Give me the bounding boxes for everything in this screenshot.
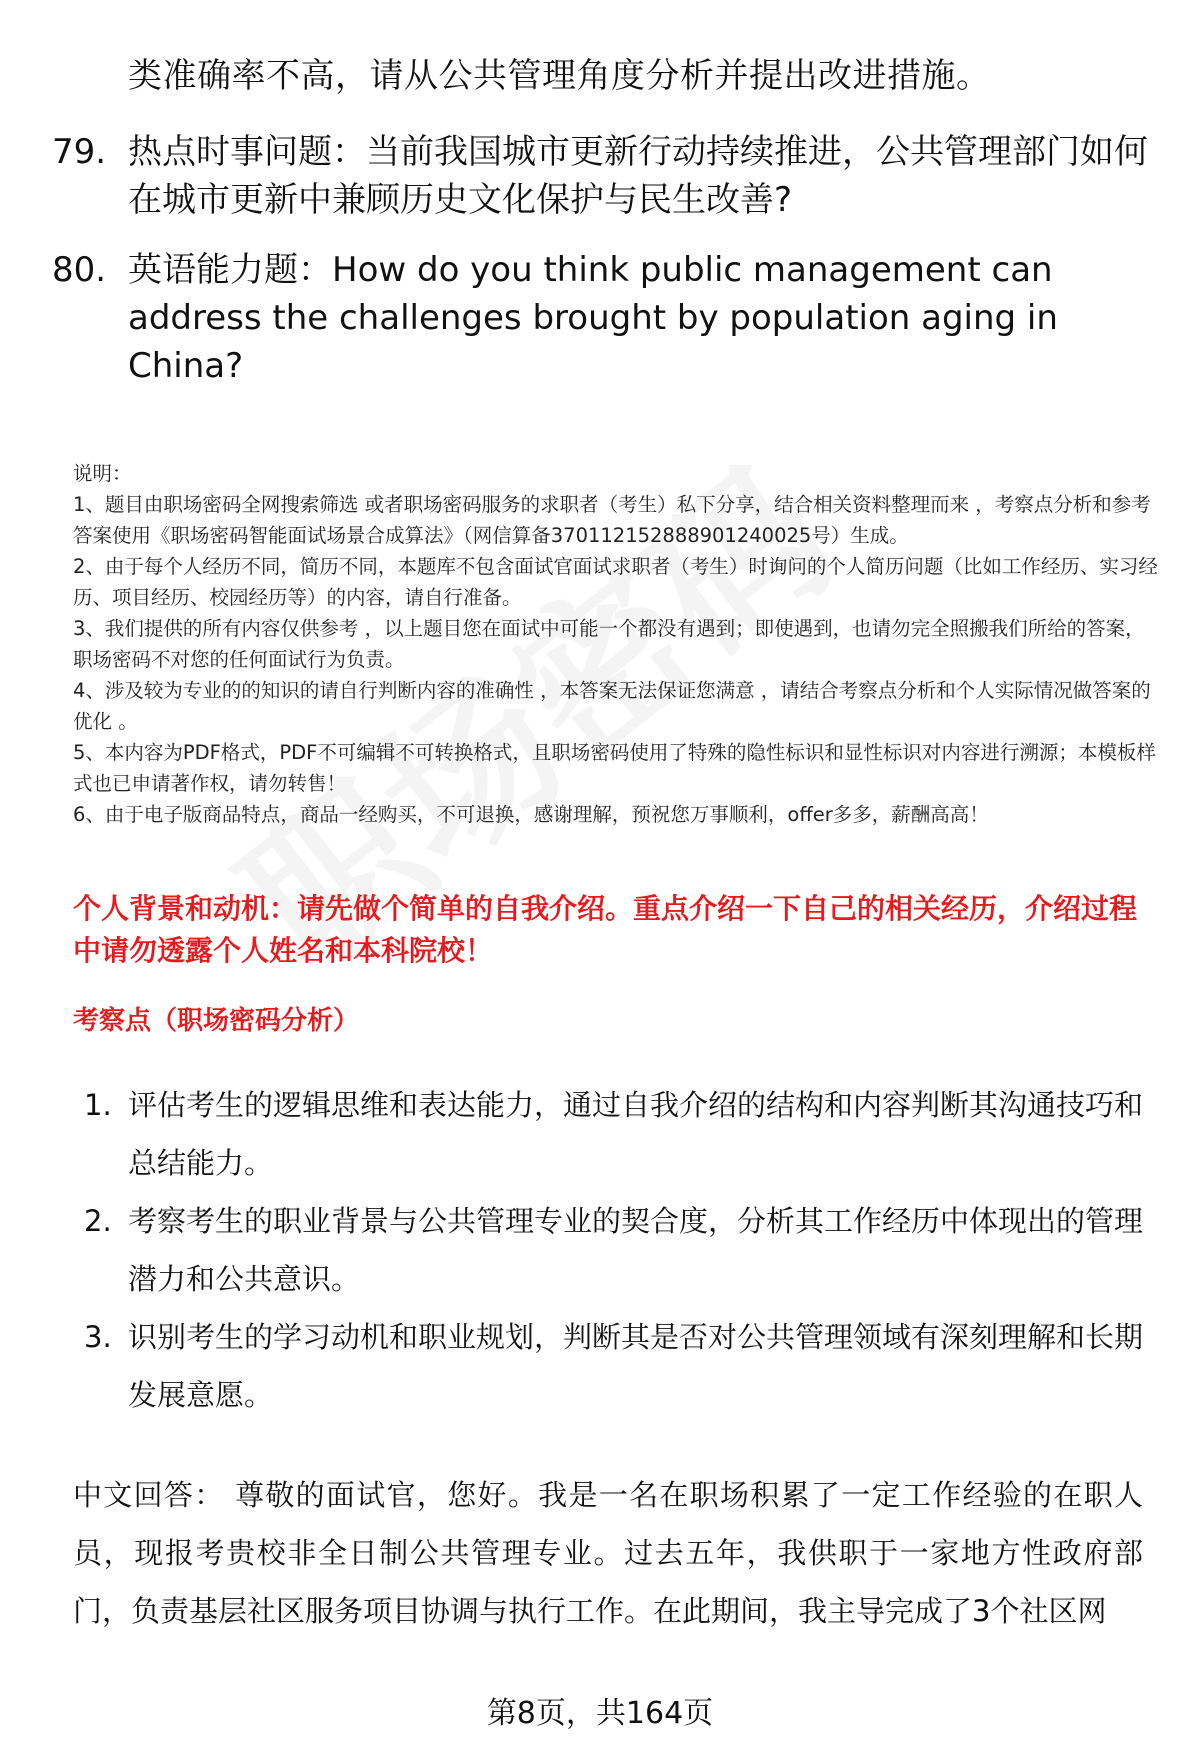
note-item: 2、由于每个人经历不同，简历不同，本题库不包含面试官面试求职者（考生）时询问的个人简历问题（比如工作经历、实习经历、项目经历、校园经历等）的内容，请自行准备。: [73, 555, 1158, 609]
point-number: 3.: [84, 1320, 112, 1354]
question-number: 79.: [52, 132, 107, 172]
note-item: 6、由于电子版商品特点，商品一经购买，不可退换，感谢理解，预祝您万事顺利，offer多多，薪酬高高！: [73, 803, 989, 826]
point-number: 2.: [84, 1204, 112, 1238]
analysis-heading: 考察点（职场密码分析）: [73, 1006, 360, 1036]
note-item: 4、涉及较为专业的的知识的请自行判断内容的准确性 ，本答案无法保证您满意 ，请结合考察点分析和个人实际情况做答案的优化 。: [73, 679, 1151, 733]
notes-title: 说明：: [73, 462, 132, 485]
analysis-point: [84, 1308, 1164, 1424]
analysis-point: [84, 1192, 1164, 1308]
point-text: 识别考生的学习动机和职业规划，判断其是否对公共管理领域有深刻理解和长期发展意愿。: [128, 1320, 1144, 1412]
question-78-continuation: 类准确率不高，请从公共管理角度分析并提出改进措施。: [128, 56, 991, 96]
page-footer: 第8页，共164页: [486, 1696, 714, 1731]
note-item: 3、我们提供的所有内容仅供参考 ，以上题目您在面试中可能一个都没有遇到；即使遇到，也请勿完全照搬我们所给的答案，职场密码不对您的任何面试行为负责。: [73, 617, 1145, 671]
question-text: 英语能力题：How do you think public management can address the challenges brought by population aging in China?: [128, 250, 1058, 386]
note-item: 5、本内容为PDF格式，PDF不可编辑不可转换格式，且职场密码使用了特殊的隐性标识和显性标识对内容进行溯源；本模板样式也已申请著作权，请勿转售！: [73, 741, 1156, 795]
disclaimer-notes: [73, 458, 1163, 830]
point-text: 考察考生的职业背景与公共管理专业的契合度，分析其工作经历中体现出的管理潜力和公共意识。: [128, 1204, 1144, 1296]
question-text: 热点时事问题：当前我国城市更新行动持续推进，公共管理部门如何在城市更新中兼顾历史文化保护与民生改善?: [128, 132, 1148, 220]
note-item: 1、题目由职场密码全网搜索筛选 或者职场密码服务的求职者（考生）私下分享，结合相关资料整理而来 ，考察点分析和参考答案使用《职场密码智能面试场景合成算法》（网信算备370112152888901240025号）生成。: [73, 493, 1151, 547]
chinese-answer: 中文回答： 尊敬的面试官，您好。我是一名在职场积累了一定工作经验的在职人员，现报考贵校非全日制公共管理专业。过去五年，我供职于一家地方性政府部门，负责基层社区服务项目协调与执行工作。在此期间，我主导完成了3个社区网: [73, 1478, 1143, 1628]
point-number: 1.: [84, 1088, 112, 1122]
analysis-point: [84, 1076, 1164, 1192]
question-number: 80.: [52, 250, 107, 290]
point-text: 评估考生的逻辑思维和表达能力，通过自我介绍的结构和内容判断其沟通技巧和总结能力。: [128, 1088, 1144, 1180]
analysis-points: [84, 1076, 1164, 1424]
interview-question: 个人背景和动机：请先做个简单的自我介绍。重点介绍一下自己的相关经历，介绍过程中请勿透露个人姓名和本科院校！: [73, 892, 1138, 967]
